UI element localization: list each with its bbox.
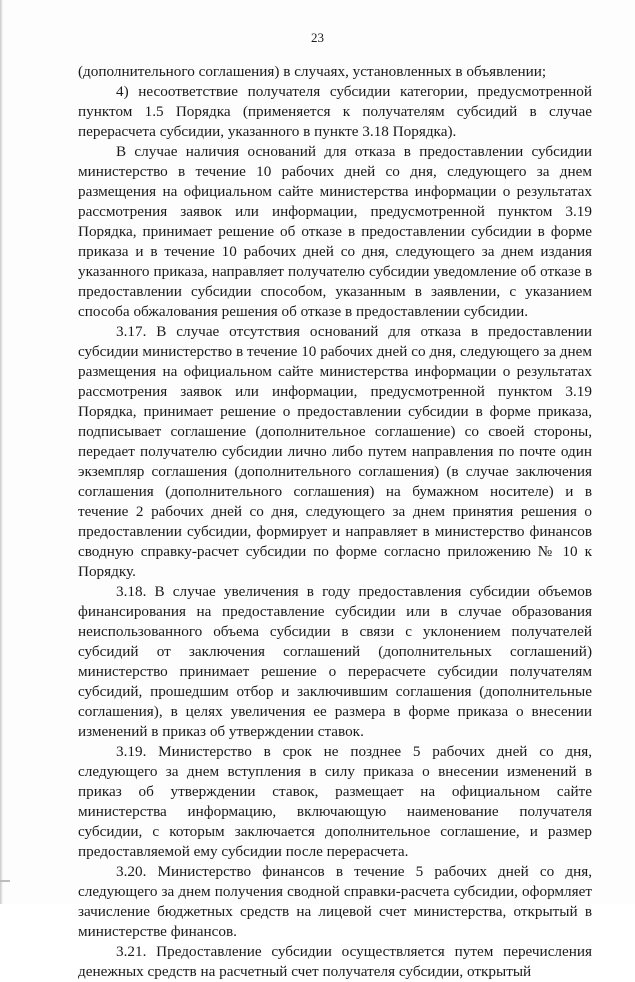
paragraph-3-18: 3.18. В случае увеличения в году предоставления субсидии объемов финансирования на предоставление субсидии или в случае образования неиспользованного объема субсидии в связи с уклонением получателей субсидий от заключения соглашений (дополнительных соглашений) министерство принимает решение о перерасчете субсидии получателям субсидий, прошедшим отбор и заключившим соглашения (дополнительные соглашения), в целях увеличения ее размера в форме приказа о внесении изменений в приказ об утверждении ставок. <box>78 583 592 740</box>
page-number: 23 <box>311 30 324 45</box>
scan-edge <box>0 0 3 904</box>
paragraph-item-4: 4) несоответствие получателя субсидии категории, предусмотренной пунктом 1.5 Порядка (применяется к получателям субсидий в случае перерасчета субсидии, указанного в пункте 3.18 Порядка). <box>78 83 592 140</box>
scan-mark <box>0 880 10 882</box>
paragraph-continuation: (дополнительного соглашения) в случаях, установленных в объявлении; <box>78 63 547 80</box>
paragraph-refusal: В случае наличия оснований для отказа в предоставлении субсидии министерство в течение 10 рабочих дней со дня, следующего за днем размещения на официальном сайте министерства информации о результатах рассмотрения заявок или информации, предусмотренной пунктом 3.19 Порядка, принимает решение об отказе в предоставлении субсидии в форме приказа и в течение 10 рабочих дней со дня, следующего за днем издания указанного приказа, направляет получателю субсидии уведомление об отказе в предоставлении субсидии способом, указанным в заявлении, с указанием способа обжалования решения об отказе в предоставлении субсидии. <box>78 143 592 320</box>
document-body <box>78 62 592 982</box>
paragraph-3-19: 3.19. Министерство в срок не позднее 5 рабочих дней со дня, следующего за днем вступления в силу приказа о внесении изменений в приказ об утверждении ставок, размещает на официальном сайте министерства информацию, включающую наименование получателя субсидии, с которым заключается дополнительное соглашение, и размер предоставляемой ему субсидии после перерасчета. <box>78 743 592 860</box>
paragraph-3-21: 3.21. Предоставление субсидии осуществляется путем перечисления денежных средств на расчетный счет получателя субсидии, открытый <box>78 943 592 980</box>
paragraph-3-17: 3.17. В случае отсутствия оснований для отказа в предоставлении субсидии министерство в течение 10 рабочих дней со дня, следующего за днем размещения на официальном сайте министерства информации о результатах рассмотрения заявок или информации, предусмотренной пунктом 3.19 Порядка, принимает решение о предоставлении субсидии в форме приказа, подписывает соглашение (дополнительное соглашение) со своей стороны, передает получателю субсидии лично либо путем направления по почте один экземпляр соглашения (дополнительного соглашения) (в случае заключения соглашения (дополнительного соглашения) на бумажном носителе) и в течение 2 рабочих дней со дня, следующего за днем принятия решения о предоставлении субсидии, формирует и направляет в министерство финансов сводную справку-расчет субсидии по форме согласно приложению № 10 к Порядку. <box>78 323 592 580</box>
paragraph-3-20: 3.20. Министерство финансов в течение 5 рабочих дней со дня, следующего за днем получения сводной справки-расчета субсидии, оформляет зачисление бюджетных средств на лицевой счет министерства, открытый в министерстве финансов. <box>78 863 592 940</box>
